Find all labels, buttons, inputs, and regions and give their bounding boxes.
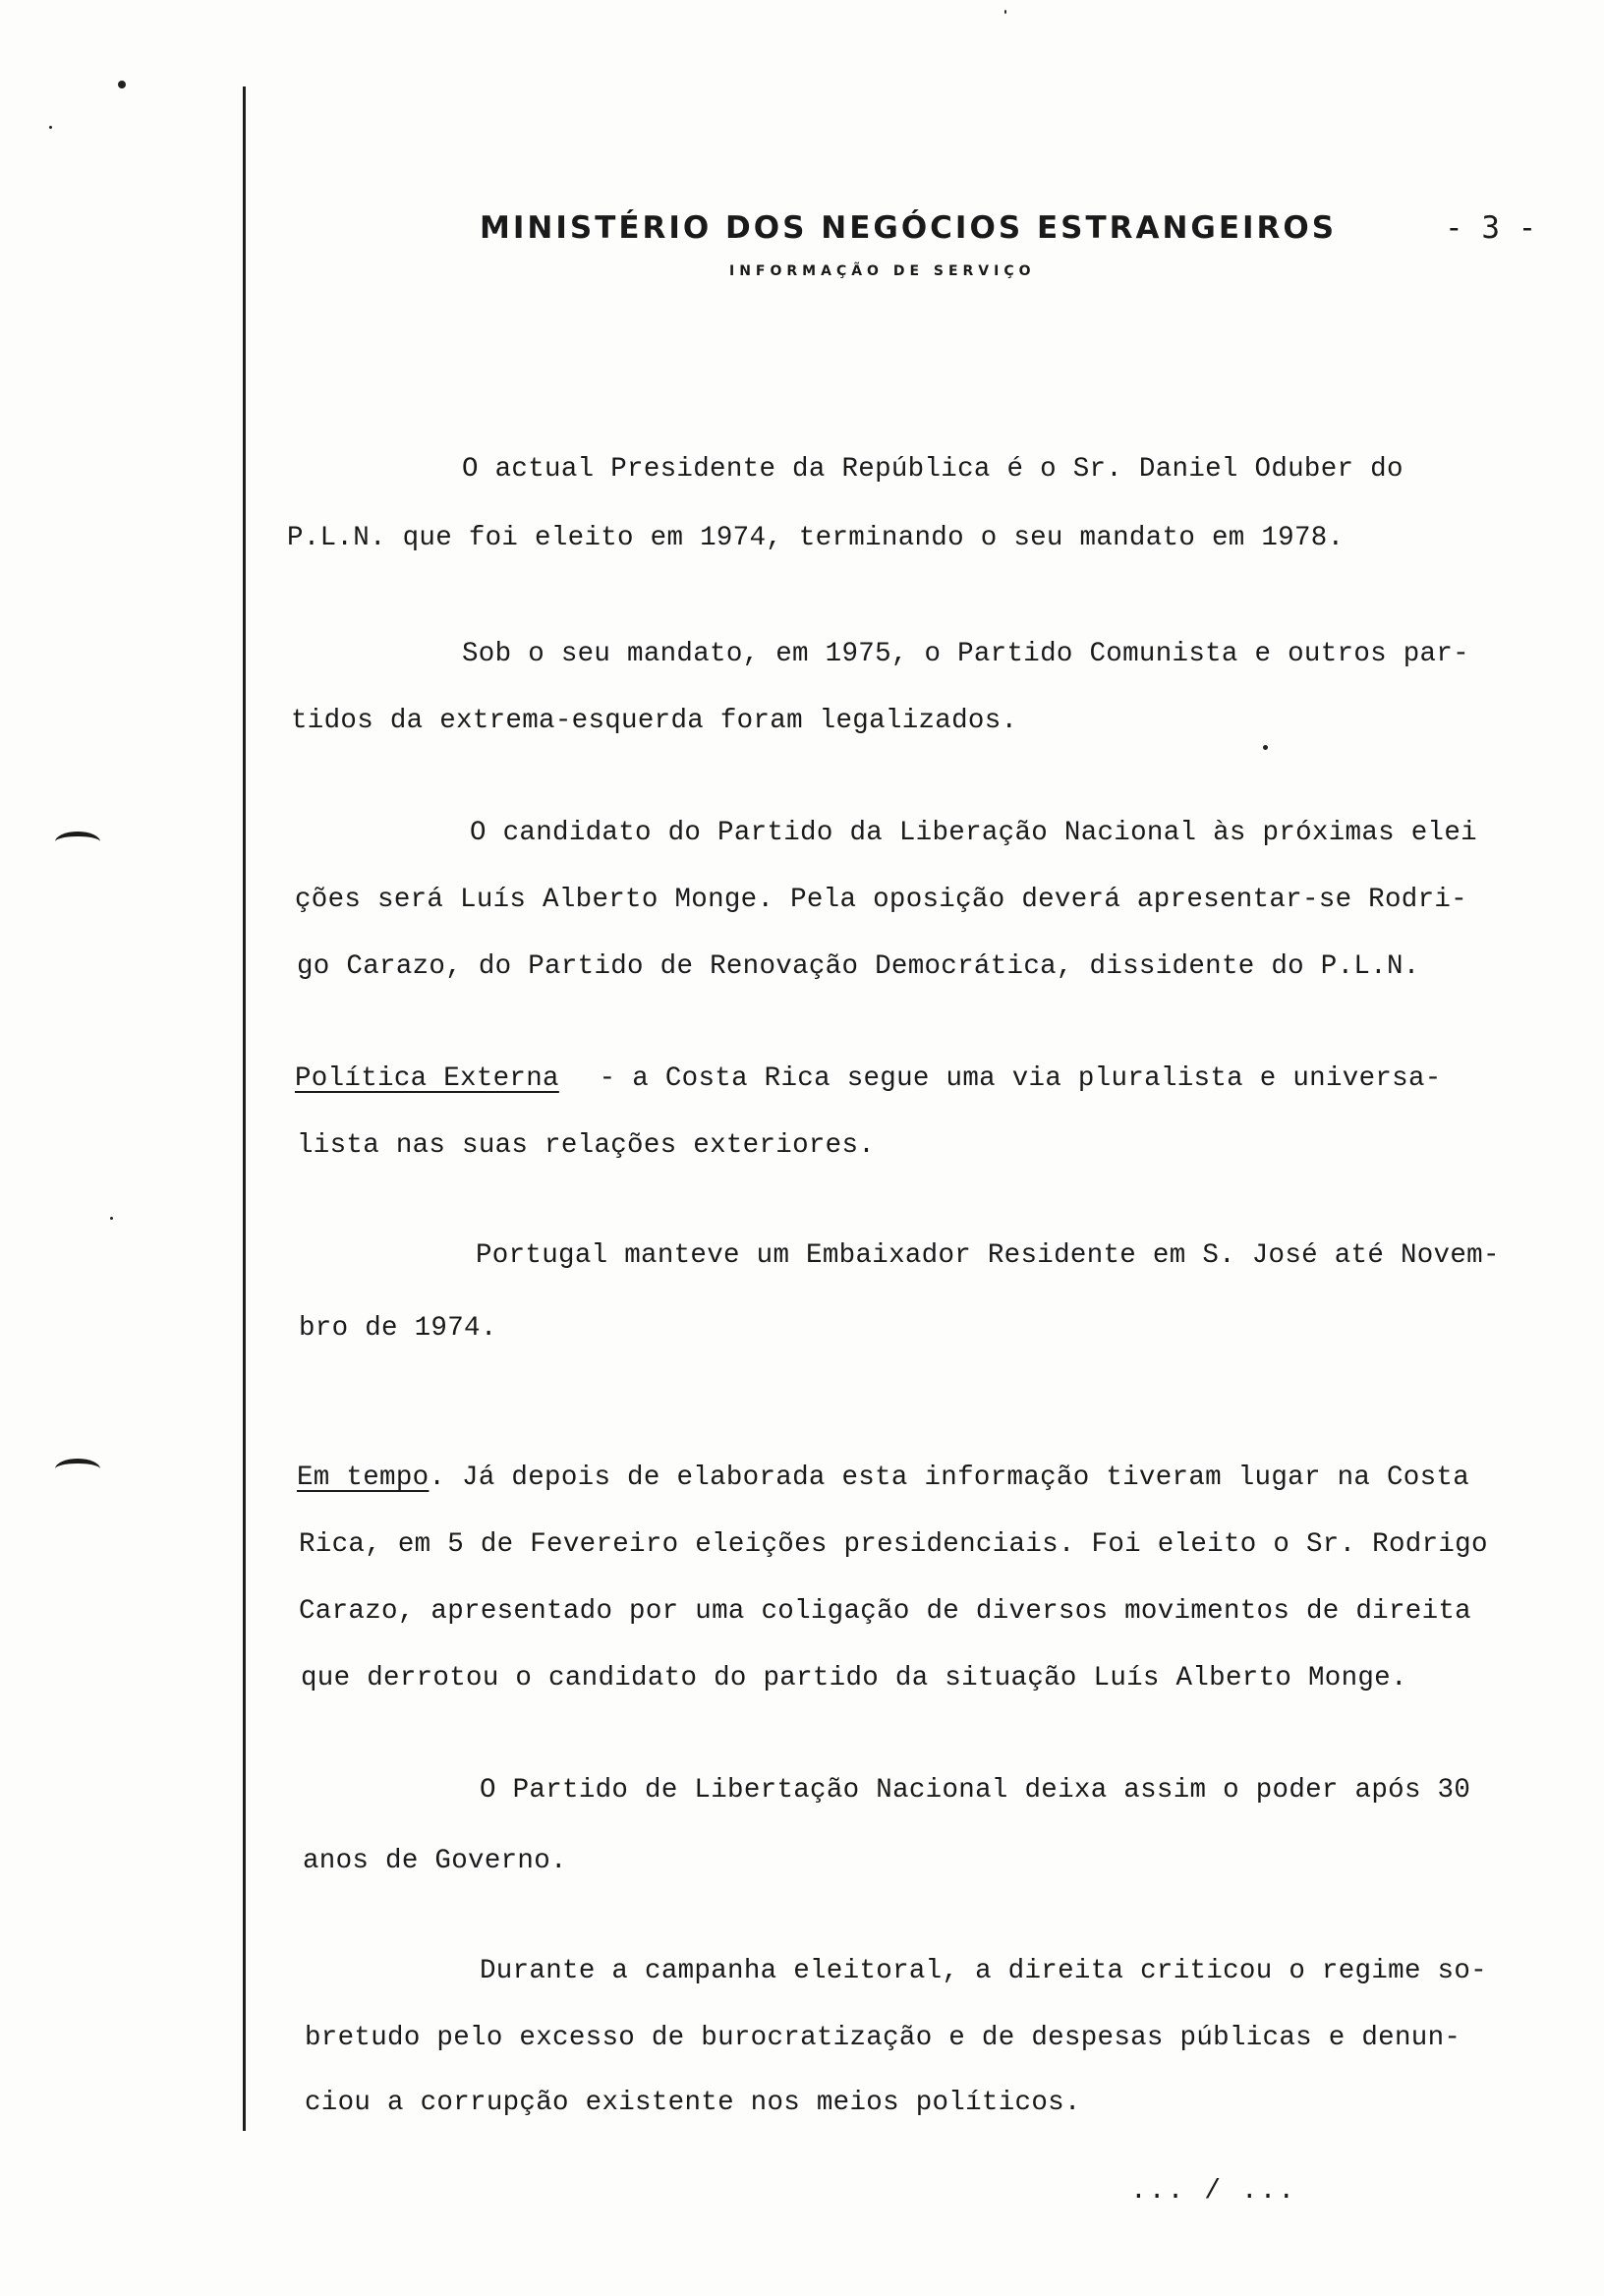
section-heading-em-tempo: Em tempo	[297, 1463, 430, 1493]
margin-rule	[243, 86, 246, 2131]
body-line: Durante a campanha eleitoral, a direita criticou o regime so-	[480, 1956, 1487, 1986]
ink-speck	[118, 81, 126, 88]
body-line: ções será Luís Alberto Monge. Pela oposição deverá apresentar-se Rodri-	[295, 885, 1467, 915]
body-line: Carazo, apresentado por uma coligação de diversos movimentos de direita	[299, 1596, 1471, 1627]
body-line: O actual Presidente da República é o Sr. Daniel Oduber do	[462, 454, 1404, 485]
ink-speck	[1263, 745, 1268, 750]
body-line: bretudo pelo excesso de burocratização e de despesas públicas e denun-	[305, 2023, 1461, 2053]
body-line: Sob o seu mandato, em 1975, o Partido Comunista e outros par-	[462, 639, 1469, 669]
body-line: O candidato do Partido da Liberação Nacional às próximas elei	[470, 818, 1477, 848]
section-heading-politica-externa: Política Externa	[295, 1063, 559, 1094]
body-text: - a Costa Rica segue uma via pluralista e universa-	[599, 1063, 1442, 1094]
ink-speck	[49, 126, 52, 129]
punch-hole-mark	[55, 832, 100, 852]
ink-speck	[1004, 10, 1006, 14]
ink-speck	[110, 1217, 113, 1220]
body-line: Rica, em 5 de Fevereiro eleições presidenciais. Foi eleito o Sr. Rodrigo	[299, 1529, 1488, 1560]
body-line: tidos da extrema-esquerda foram legalizados.	[291, 706, 1018, 736]
body-line: que derrotou o candidato do partido da situação Luís Alberto Monge.	[301, 1663, 1407, 1693]
body-line: Portugal manteve um Embaixador Residente em S. José até Novem-	[476, 1240, 1500, 1271]
punch-hole-mark	[55, 1459, 100, 1479]
document-type-subtitle: INFORMAÇÃO DE SERVIÇO	[729, 263, 1036, 279]
body-line: ciou a corrupção existente nos meios políticos.	[305, 2088, 1081, 2118]
body-line: lista nas suas relações exteriores.	[297, 1130, 876, 1161]
body-line: go Carazo, do Partido de Renovação Democrática, dissidente do P.L.N.	[297, 951, 1420, 982]
continuation-mark: ... / ...	[1130, 2176, 1297, 2207]
page-number: - 3 -	[1445, 210, 1537, 246]
body-line: bro de 1974.	[299, 1313, 497, 1344]
body-line: O Partido de Libertação Nacional deixa assim o poder após 30	[480, 1775, 1471, 1806]
ministry-title: MINISTÉRIO DOS NEGÓCIOS ESTRANGEIROS	[480, 210, 1338, 246]
body-line: P.L.N. que foi eleito em 1974, terminando o seu mandato em 1978.	[287, 523, 1345, 553]
body-line	[295, 1063, 1442, 1094]
body-text: . Já depois de elaborada esta informação tiveram lugar na Costa	[429, 1463, 1469, 1493]
body-line	[297, 1463, 1469, 1493]
body-line: anos de Governo.	[303, 1846, 567, 1876]
